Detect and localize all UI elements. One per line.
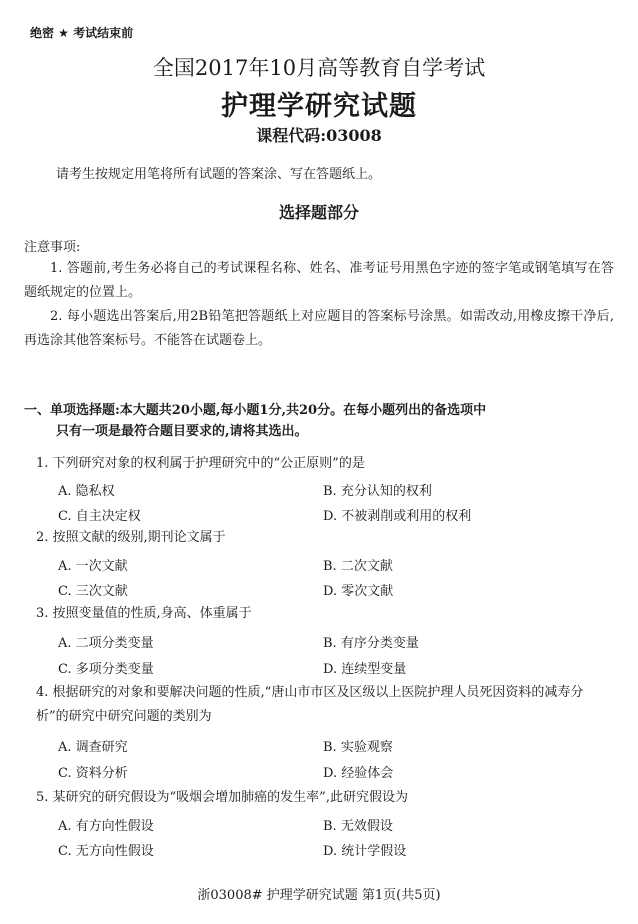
question-stem: 5. 某研究的研究假设为“吸烟会增加肺癌的发生率”,此研究假设为 <box>36 790 408 805</box>
option-d: D. 连续型变量 <box>323 662 407 677</box>
option-c: C. 三次文献 <box>58 584 128 599</box>
notice-heading: 注意事项: <box>24 240 81 255</box>
option-a: A. 有方向性假设 <box>58 819 154 834</box>
option-c: C. 多项分类变量 <box>58 662 154 677</box>
course-code: 课程代码:03008 <box>256 126 382 145</box>
answer-instruction: 请考生按规定用笔将所有试题的答案涂、写在答题纸上。 <box>56 167 382 182</box>
option-a: A. 调查研究 <box>58 740 128 755</box>
notice-item: 2. 每小题选出答案后,用2B铅笔把答题纸上对应题目的答案标号涂黑。如需改动,用橡皮擦干净后,再选涂其他答案标号。不能答在试题卷上。 <box>24 309 614 348</box>
page-footer: 浙03008# 护理学研究试题 第1页(共5页) <box>197 888 441 903</box>
option-c: C. 自主决定权 <box>58 509 141 524</box>
option-b: B. 无效假设 <box>323 819 393 834</box>
option-b: B. 二次文献 <box>323 559 393 574</box>
option-d: D. 统计学假设 <box>323 844 407 859</box>
notice-item: 1. 答题前,考生务必将自己的考试课程名称、姓名、准考证号用黑色字迹的签字笔或钢笔填写在答题纸规定的位置上。 <box>24 261 614 300</box>
option-c: C. 无方向性假设 <box>58 844 154 859</box>
option-b: B. 有序分类变量 <box>323 636 419 651</box>
exam-title: 全国2017年10月高等教育自学考试 <box>152 56 486 80</box>
part-one-heading-line: 只有一项是最符合题目要求的,请将其选出。 <box>56 424 308 439</box>
part-one-heading <box>24 400 614 442</box>
option-c: C. 资料分析 <box>58 766 128 781</box>
confidential-label: 绝密 ★ 考试结束前 <box>30 26 134 40</box>
option-d: D. 经验体会 <box>323 766 394 781</box>
option-d: D. 不被剥削或利用的权利 <box>323 509 472 524</box>
question-stem: 4. 根据研究的对象和要解决问题的性质,“唐山市市区及区级以上医院护理人员死因资料的减寿分析”的研究中研究问题的类别为 <box>36 685 584 724</box>
option-d: D. 零次文献 <box>323 584 394 599</box>
paper-title: 护理学研究试题 <box>221 91 417 122</box>
option-b: B. 充分认知的权利 <box>323 484 432 499</box>
section-title: 选择题部分 <box>278 203 359 222</box>
option-a: A. 一次文献 <box>58 559 128 574</box>
question-stem: 3. 按照变量值的性质,身高、体重属于 <box>36 606 252 621</box>
option-a: A. 隐私权 <box>58 484 115 499</box>
part-one-heading-line: 一、单项选择题:本大题共20小题,每小题1分,共20分。在每小题列出的备选项中 <box>24 403 487 418</box>
question-stem: 2. 按照文献的级别,期刊论文属于 <box>36 530 226 545</box>
option-b: B. 实验观察 <box>323 740 393 755</box>
question-stem: 1. 下列研究对象的权利属于护理研究中的“公正原则”的是 <box>36 456 365 471</box>
option-a: A. 二项分类变量 <box>58 636 154 651</box>
